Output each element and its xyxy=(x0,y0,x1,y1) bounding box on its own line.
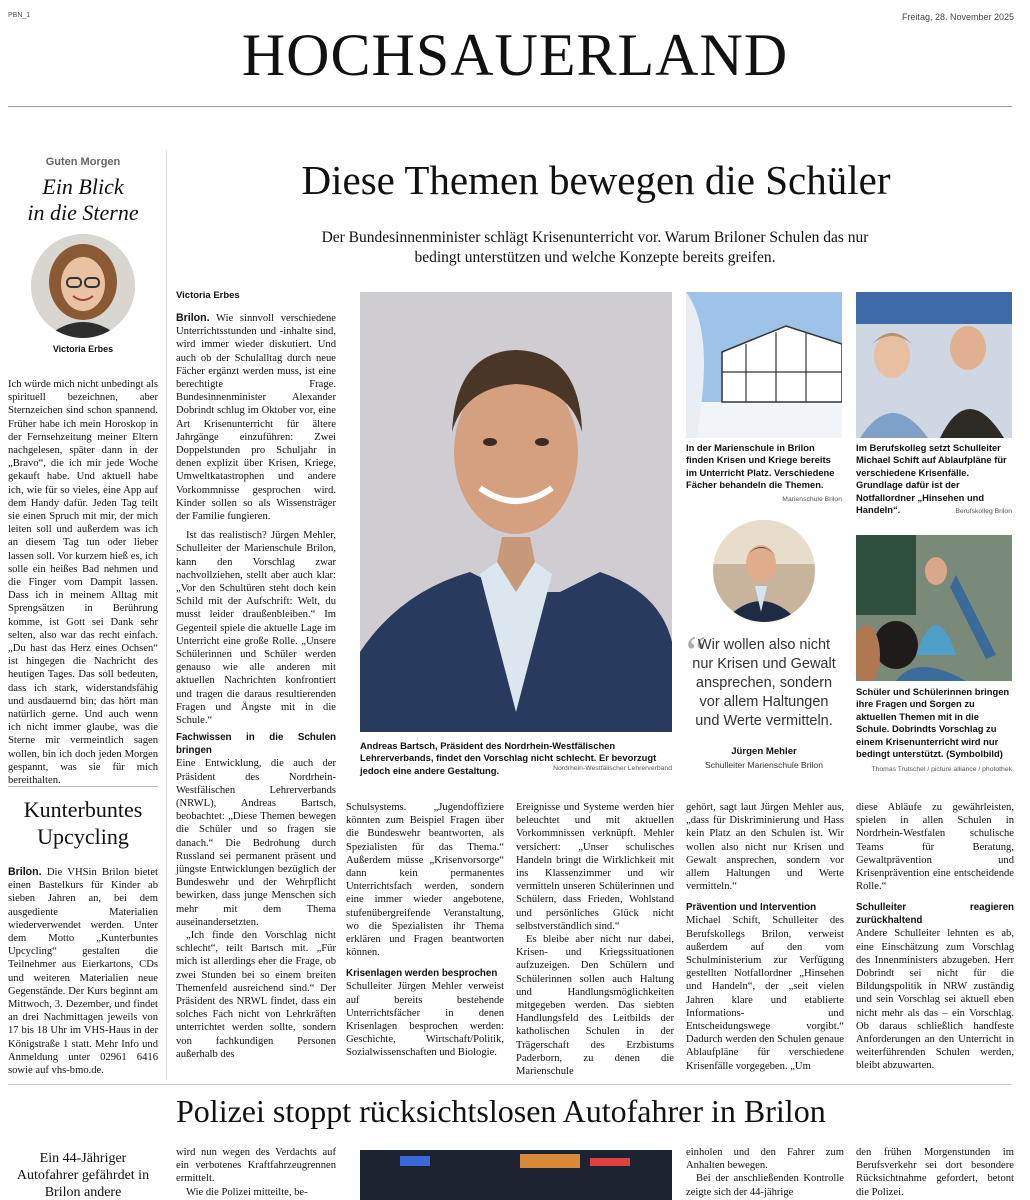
article-col2-p1: Schulsystems. „Jugendoffiziere könnten zum Beispiel Fragen über die Bundeswehr beantworten, als Spezialisten für das Thema.“ Außerdem müsse „Krisenvorsorge“ dann kein permanentes Unterrichtsfach werden, sondern eine immer wieder angebotene, stufenübergreifende Veranstaltung, wo die Spezialisten ihr Thema erklären und Fragen beantworten können. xyxy=(346,802,504,959)
main-subheadline: Der Bundesinnenminister schlägt Krisenunterricht vor. Warum Briloner Schulen das nur bedingt unterstützen und welche Konzepte bereits greifen. xyxy=(321,229,869,266)
article-col5 xyxy=(856,801,1014,1073)
upcycling-title xyxy=(8,796,158,850)
upcycling-lead: Brilon. xyxy=(8,866,42,878)
bottom-col4: den frühen Morgenstunden im Berufsverkehr sei dort besondere Rücksichtnahme gefordert, betont die Polizei. xyxy=(856,1147,1014,1198)
article-p3: Eine Entwicklung, die auch der Präsident des Nordrhein-Westfälischen Lehrerverbands (NRWL), Andreas Bartsch, beobachtet: „Diese Themen bewegen die Schüler und so fragen sie danach.“ Die Bedrohung durch Russland sei permanent präsent und jüngste Entwicklungen bezüglich der Bundeswehr und der Wehrpflicht bewirken, dass junge Menschen sich mehr mit dem Thema auseinandersetzten. xyxy=(176,758,336,928)
credit-marienschule: Marienschule Brilon xyxy=(782,496,842,503)
article-col4 xyxy=(686,801,844,1073)
upcycling-title-line2: Upcycling xyxy=(37,824,129,849)
date: Freitag, 28. November 2025 xyxy=(901,12,1014,22)
column-title-line1: Ein Blick xyxy=(42,174,124,199)
byline: Victoria Erbes xyxy=(176,290,240,301)
article-col4-p2: Michael Schift, Schulleiter des Berufskollegs Brilon, verweist außerdem auf den vom Schulministerium zur Verfügung gestellten Notfallordner „Hinsehen und Handeln“, der „seit vielen Jahren klare und etablierte Informations- und Entscheidungswege vorgibt.“ Dadurch werden den Schulen genaue Ablaufpläne für verschiedene Krisenfälle vorgegeben. „Um xyxy=(686,915,844,1072)
article-p2: Ist das realistisch? Jürgen Mehler, Schulleiter der Marienschule Brilon, kann den Vorschlag zwar nachvollziehen, stellt aber auch klar: „Vor den Schultüren steht doch kein Schild mit der Aufschrift: Welt, du musst leider draußenbleiben.“ Im Gegenteil spiele die aktuelle Lage im Unterricht eine große Rolle. „Unsere Schülerinnen und Schüler werden genauso wie alle anderen mit aktuellen Nachrichten konfrontiert und tragen die daraus resultierenden Fragen und Ängste mit in die Schule.“ xyxy=(176,530,336,727)
author-avatar xyxy=(31,234,135,338)
caption-berufskolleg: Im Berufskolleg setzt Schulleiter Michael Schift auf Ablaufpläne für verschiedene Krisenfälle. Grundlage dafür ist der Notfallordner „Hinsehen und Handeln“. xyxy=(856,442,1007,516)
quote-role: Schulleiter Marienschule Brilon xyxy=(705,760,823,770)
caption-marienschule: In der Marienschule in Brilon finden Krisen und Kriege bereits im Unterricht Platz. Verschiedene Fächer behandeln die Themen. xyxy=(686,442,835,491)
bottom-col3-p1: einholen und den Fahrer zum Anhalten bewegen. xyxy=(686,1147,844,1172)
credit-berufskolleg: Berufskolleg Brilon xyxy=(955,508,1012,515)
article-col2-p2: Schulleiter Jürgen Mehler verweist auf bereits bestehende Unterrichtsfächer in denen Krisenlagen besprochen werden: Geschichte, Wirtschaft/Politik, Sozialwissenschaften und Biologie. xyxy=(346,981,504,1059)
quote-name: Jürgen Mehler xyxy=(731,746,797,757)
article-col5-p1: diese Abläufe zu gewährleisten, spielen in allen Schulen in Nordrhein-Westfalen schulische Teams für Beratung, Gewaltprävention und Krisenprävention eine entscheidende Rolle.“ xyxy=(856,802,1014,893)
caption-bartsch: Andreas Bartsch, Präsident des Nordrhein-Westfälischen Lehrerverbands, findet den Vorschlag nicht schlecht. Er bevorzugt jedoch eine andere Gestaltung. xyxy=(360,740,657,776)
column-title xyxy=(8,174,158,226)
article-col3-p2: Es bleibe aber nicht nur dabei, Krisen- und Kriegssituationen aufzuzeigen. Den Schülern und Schülerinnen sollen auch Haltung und Handlungsmöglichkeiten mitgegeben werden. Das siebten Handlungsfeld des Leitbilds der katholischen Schulen in der Trägerschaft des Erzbistums Paderborn, zu denen die Marienschule xyxy=(516,934,674,1078)
photo-bartsch xyxy=(360,292,672,732)
upcycling-body xyxy=(8,866,158,1077)
bottom-col3-p2: Bei der anschließenden Kontrolle zeigte sich der 44-jährige xyxy=(686,1173,844,1198)
upcycling-title-line1: Kunterbuntes xyxy=(23,797,143,822)
header-rule xyxy=(8,106,1012,107)
left-divider xyxy=(8,786,158,787)
column-separator xyxy=(166,150,167,1080)
bottom-col1-p1: wird nun wegen des Verdachts auf ein verbotenes Kraftfahrzeugrennen ermittelt. xyxy=(176,1147,336,1185)
column-body: Ich würde mich nicht unbedingt als spirituell bezeichnen, aber Sternzeichen sind schon spannend. Früher habe ich mein Horoskop in der Fernsehzeitung meiner Eltern nachgelesen, später dann in der „Bravo“, die ich mir jede Woche gekauft habe. Und aktuell habe ich, wie für so vieles, eine App auf dem Handy dafür. Jeden Tag teilt sie einen Spruch mit mir, der mich leiten soll und außerdem was ich an diesem Tag tun oder lieber lassen soll. Vor kurzem hieß es, ich solle ein heißes Bad nehmen und die Finger vom Dampit lassen. Dass ich in meinem Alltag mit Sprengsätzen in Berührung komme, ist Gott sei Dank sehr selten, also war das recht einfach. „Du hast das Herz eines Ochsen“ ist hingegen die Nachricht des heutigen Tages. Das soll bedeuten, dass ich stark, widerstandsfähig und ausdauernd bin; das hört man natürlich gerne. Und auch wenn ich nicht immer glaube, was die Sterne mir vermeintlich sagen wollen, bin ich doch jeden Morgen gespannt, was sie für mich bereithalten. xyxy=(8,379,158,787)
article-p4: „Ich finde den Vorschlag nicht schlecht“, teilt Bartsch mit. „Für mich ist allerdings eher die Frage, ob zwei Stunden bei so einem breiten Themenfeld ausreichend sind.“ Der Präsident des NRWL findet, dass ein solches Fach nicht von Lehrkräften unterrichtet werden sollte, sondern von fachkundigen Personen außerhalb des xyxy=(176,929,336,1060)
bottom-rule xyxy=(8,1084,1012,1085)
author-name: Victoria Erbes xyxy=(52,344,114,354)
bottom-col1-p2: Wie die Polizei mitteilte, be- xyxy=(186,1186,308,1198)
kicker: Guten Morgen xyxy=(45,156,121,168)
bottom-headline: Polizei stoppt rücksichtslosen Autofahrer in Brilon xyxy=(176,1093,826,1129)
subhead-krisenlagen: Krisenlagen werden besprochen xyxy=(346,968,498,980)
article-p1: Wie sinnvoll verschiedene Unterrichtsstunden und -inhalte sind, wird immer wieder diskutiert. Und auch ob der Schulalltag durch neue Fächer ergänzt werden muss, ist eine berechtigte Frage. Bundesinnenminister Alexander Dobrindt schlug im Oktober vor, eine Art Krisenunterricht für ältere Jahrgänge einzuführen: Zwei Doppelstunden pro Schuljahr in denen explizit über Krisen, Kriege, Umweltkatastrophen und andere Vorkommnisse gesprochen wird. Kinder sollen so als Wissensträger der Familie fungieren. xyxy=(176,313,336,523)
photo-berufskolleg xyxy=(856,292,1012,438)
main-headline: Diese Themen bewegen die Schüler xyxy=(301,157,891,203)
article-col1-top xyxy=(176,312,336,1061)
subhead-schulleiter: Schulleiter reagieren zurückhaltend xyxy=(856,902,1014,927)
article-col5-p2: Andere Schulleiter lehnten es ab, eine Einschätzung zum Vorschlag des Innenministers abzugeben. Herr Dobrindt sei nicht für die Bildungspolitik in NRW zuständig und sein Vorschlag sei aktuell eben nicht mehr als das – ein Vorschlag. Ob daraus schließlich handfeste Anforderungen an den Unterricht in weiterführenden Schulen werden, bleibt abzuwarten. xyxy=(856,928,1014,1072)
article-col4-p1: gehört, sagt laut Jürgen Mehler aus, „dass für Diskriminierung und Hass kein Platz an den Schulen ist. Wir wollen also nicht nur Krisen und Gewalt ansprechen, sondern vor allem Haltungen und Werte vermitteln.“ xyxy=(686,802,844,893)
photo-mehler xyxy=(713,520,815,622)
section-title: HOCHSAUERLAND xyxy=(241,22,789,88)
article-col2 xyxy=(346,801,504,1060)
guten-morgen-column xyxy=(8,118,158,354)
subhead-praevention: Prävention und Intervention xyxy=(686,902,817,914)
quote-text: Wir wollen also nicht nur Krisen und Gewalt ansprechen, sondern vor allem Haltungen und Werte vermitteln. xyxy=(692,637,836,729)
quote-mark-icon: “ xyxy=(686,626,707,677)
bottom-teaser: Ein 44-Jähriger Autofahrer gefährdet in Brilon andere xyxy=(16,1151,150,1200)
bottom-col3 xyxy=(686,1146,844,1199)
photo-marienschule xyxy=(686,292,842,438)
column-title-line2: in die Sterne xyxy=(27,200,139,225)
photo-classroom xyxy=(856,535,1012,681)
upcycling-text: Die VHSin Brilon bietet einen Bastelkurs für Kinder ab sieben Jahren an, bei dem ausgediente Materialien wiederverwendet werden. Unter dem Motto „Kunterbuntes Upcycling“ gestalten die Teilnehmer aus Eierkartons, CDs und weiteren Materialien neue Gegenstände. Der Kurs beginnt am Mittwoch, 3. Dezember, und findet an drei Nachmittagen jeweils von 17 bis 18 Uhr im VHS-Haus in der Königstraße 1 statt. Mehr Info und Anmeldung unter 02961 6416 sowie auf vhs-bmo.de. xyxy=(8,867,158,1077)
subhead-fachwissen: Fachwissen in die Schulen bringen xyxy=(176,732,336,757)
bottom-col1 xyxy=(176,1146,336,1199)
article-lead: Brilon. xyxy=(176,312,210,324)
credit-classroom: Thomas Trutschel / picture alliance / photothek xyxy=(871,766,1012,773)
caption-classroom: Schüler und Schülerinnen bringen ihre Fragen und Sorgen zu aktuellen Themen mit in die Schule. Dobrindts Vorschlag zu einem Krisenunterricht wird nur bedingt unterstützt. (Symbolbild) xyxy=(856,686,1010,760)
page-code: PBN_1 xyxy=(8,12,31,19)
article-col3 xyxy=(516,801,674,1078)
credit-bartsch: Nordrhein-Westfälischer Lehrerverband xyxy=(553,765,672,772)
photo-police xyxy=(360,1150,672,1200)
article-col3-p1: Ereignisse und Systeme werden hier beleuchtet und mit aktuellen Vorkommnissen verknüpft. Mehler versichert: „Unser schulisches Handeln bringt die Wirklichkeit mit ins Klassenzimmer und wir vermitteln unseren Schülerinnen und Schülern, dass Frieden, Wohlstand und persönliches Glück nicht selbstverständlich sind.“ xyxy=(516,802,674,932)
